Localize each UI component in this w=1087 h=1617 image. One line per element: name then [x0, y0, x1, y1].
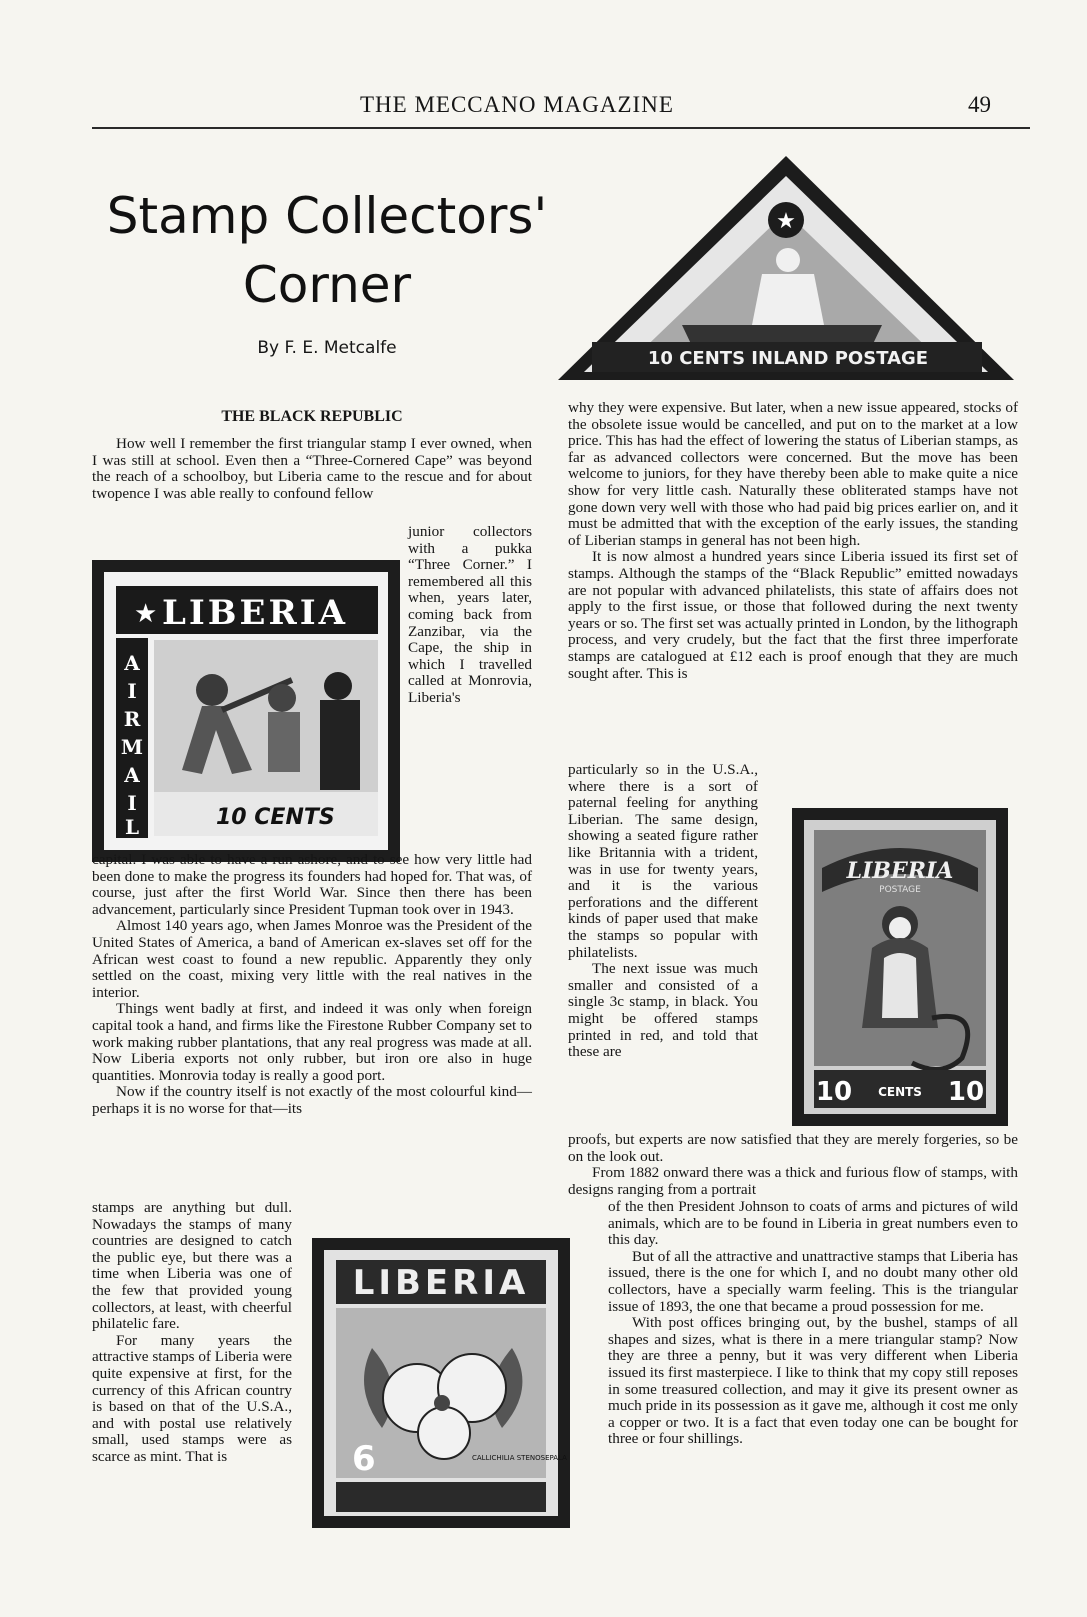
byline: By F. E. Metcalfe: [257, 338, 397, 358]
header-rule: [92, 127, 1030, 129]
svg-text:A: A: [124, 651, 140, 675]
paragraph-expensive: why they were expensive. But later, when a new issue appeared, stocks of the obsolete issue would be cancelled, and put on to the market at a low price. This has had the effect of lowering the status of Liberian stamps, as far as advanced collectors were concerned. But the move has been welcome to juniors, for they have thereby been able to make quite a nice show for very little cash. Naturally these obliterated stamps have not gone down very well with those who had paid big prices earlier on, and it must be admitted that with the exception of the early issues, the standing of Liberian stamps in general has not been high.: [568, 399, 1018, 549]
paragraph-nowadays: stamps are anything but dull. Nowadays the stamps of many countries are designed to catch the public eye, but there was a time when Liberia was one of the few that provided young collectors, at least, with cheerful philatelic fare.: [92, 1199, 292, 1333]
paragraph-hundred-years: It is now almost a hundred years since Liberia issued its first set of stamps. Although the stamps of the “Black Republic” emitted nowadays are not popular with advanced philatelists, this state of affairs does not apply to the first issue, or those that followed during the next twenty years or so. The first set was actually printed in London, by the lithograph process, and very crudely, but the fact that the first three imperforate stamps are catalogued at £12 each is proof enough that they are much sought after. This is: [568, 548, 1018, 682]
paragraph-next-issue: The next issue was much smaller and consisted of a single 3c stamp, in black. You might be offered stamps printed in red, and told that these are: [568, 960, 758, 1061]
section-heading: THE BLACK REPUBLIC: [221, 408, 403, 425]
triangular-stamp-image: [552, 150, 1020, 386]
paragraph-johnson: of the then President Johnson to coats of arms and pictures of wild animals, which are to be found in Liberia in great numbers even to this day.: [608, 1198, 1018, 1249]
svg-text:L: L: [124, 815, 140, 839]
paragraph-1882: From 1882 onward there was a thick and furious flow of stamps, with designs ranging from a portrait: [568, 1164, 1018, 1198]
flower-stamp-caption: CALLICHILIA STENOSEPALA: [472, 1454, 567, 1462]
page-number: 49: [968, 92, 991, 117]
airmail-stamp-country: LIBERIA: [162, 593, 349, 633]
flower-stamp-image: [312, 1238, 570, 1528]
paragraph-firestone: Things went badly at first, and indeed it was only when foreign capital took a hand, and firms like the Firestone Rubber Company set to work making rubber plantations, that any real progress was made at all. Now Liberia exports not only rubber, but iron ore also in huge quantities. Monrovia today is really a good port.: [92, 1000, 532, 1084]
magazine-title: THE MECCANO MAGAZINE: [360, 92, 674, 117]
paragraph-intro-side: junior collectors with a pukka “Three Corner.” I remembered all this when, years later, coming back from Zanzibar, via the Cape, the ship in which I travelled called at Monrovia, Liberia's: [408, 523, 532, 706]
svg-text:★: ★: [134, 599, 158, 629]
svg-text:★: ★: [776, 209, 796, 234]
paragraph-monroe: Almost 140 years ago, when James Monroe was the President of the United States of America, a band of American ex-slaves set off for the African west coast to found a new republic. Apparently they only settled on the coast, mixing very little with the real natives in the interior.: [92, 917, 532, 1001]
paragraph-post-offices: With post offices bringing out, by the bushel, stamps of all shapes and sizes, what is there in a mere triangular stamp? Now they are three a penny, but it was very different when Liberia issued its first masterpiece. I like to think that my copy still reposes in some treasured collection, and may it give its present owner as much pride in its possession as it gave me, although it cost me only a copper or two. It is a fact that even today one can be bought for three or four shillings.: [608, 1314, 1018, 1448]
right-narrow-block: [568, 762, 758, 1061]
paragraph-forgeries: proofs, but experts are now satisfied that they are merely forgeries, so be on the look out.: [568, 1131, 1018, 1165]
paragraph-colourful: Now if the country itself is not exactly of the most colourful kind—perhaps it is no worse for that—its: [92, 1083, 532, 1117]
paragraph-triangular-1893: But of all the attractive and unattractive stamps that Liberia has issued, there is the one for which I, and no doubt many other old collectors, have a specially warm feeling. This is the triangular issue of 1893, the one that became a proud possession for me.: [608, 1247, 1018, 1315]
flower-stamp-value: 6: [352, 1439, 376, 1479]
airmail-stamp-image: [92, 560, 400, 862]
paragraph-intro: How well I remember the first triangular stamp I ever owned, when I was still at school. Even then a “Three-Cornered Cape” was beyond the reach of a schoolboy, but Liberia came to the rescue and for about twopence I was able really to confound fellow: [92, 435, 532, 502]
title-line-2: Corner: [242, 256, 412, 314]
svg-text:M: M: [120, 735, 144, 759]
right-column-body: [568, 400, 1018, 682]
monkey-stamp-value-left: 10: [815, 1077, 853, 1107]
flower-stamp-country: LIBERIA: [352, 1263, 530, 1303]
right-column-indented: [608, 1199, 1018, 1448]
airmail-stamp-value: 10 CENTS: [216, 805, 335, 830]
title-line-1: Stamp Collectors': [106, 187, 548, 245]
paragraph-zanzibar: capital. I was able to have a run ashore, and to see how very little had been done to make the progress its founders had hoped for. That was, of course, just after the first World War. Since then there has been advancement, particularly since President Tupman took over in 1943.: [92, 851, 532, 918]
paragraph-many-years: For many years the attractive stamps of Liberia were quite expensive at first, for the currency of this African country is based on that of the U.S.A., and with postal use relatively small, used stamps were as scarce as mint. That is: [92, 1331, 292, 1465]
triangular-stamp-overprint: 10 CENTS INLAND POSTAGE: [647, 348, 929, 369]
monkey-stamp-image: [792, 808, 1008, 1126]
svg-text:I: I: [127, 791, 137, 815]
left-column-body: [92, 852, 532, 1118]
monkey-stamp-denomination: CENTS: [878, 1085, 922, 1099]
paragraph-paternal: particularly so in the U.S.A., where there is a sort of paternal feeling for anything Liberian. The same design, showing a seated figure rather like Britannia with a trident, was in use for twenty years, and it is the various perforations and the different kinds of paper used that make the stamps so popular with philatelists.: [568, 761, 758, 961]
svg-text:I: I: [127, 679, 137, 703]
monkey-stamp-subtitle: POSTAGE: [879, 885, 921, 895]
article-title: [92, 182, 562, 320]
monkey-stamp-country: LIBERIA: [846, 858, 954, 884]
svg-text:A: A: [124, 763, 140, 787]
right-column-lower: [568, 1132, 1018, 1198]
svg-text:R: R: [123, 707, 141, 731]
left-narrow-block: [92, 1200, 292, 1466]
monkey-stamp-value-right: 10: [947, 1077, 985, 1107]
